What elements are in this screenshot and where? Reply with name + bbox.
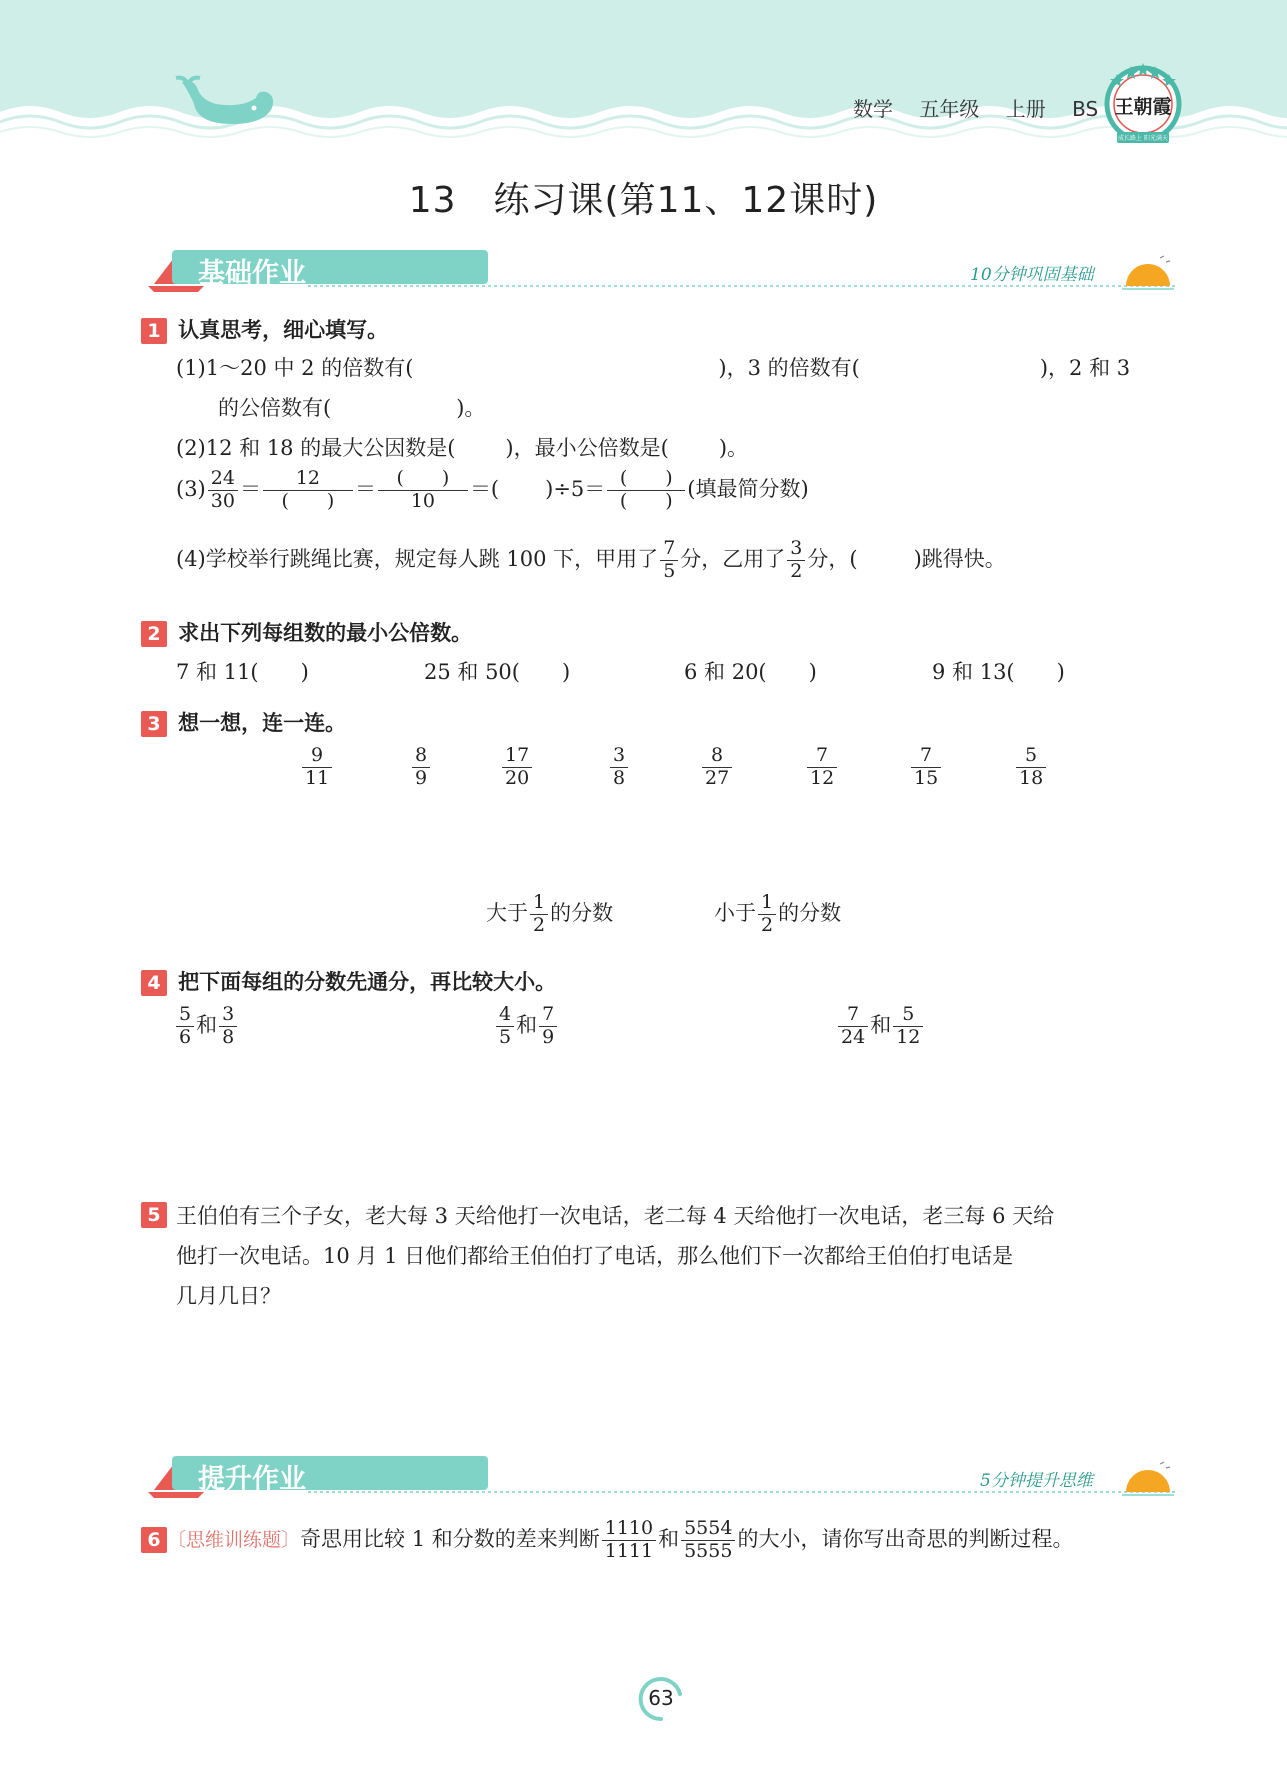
q5-line2: 他打一次电话。10 月 1 日他们都给王伯伯打了电话，那么他们下一次都给王伯伯打电话是	[176, 1244, 1014, 1268]
question-number: 1	[141, 318, 167, 344]
q5-line3: 几月几日？	[176, 1284, 281, 1308]
question-number: 2	[141, 621, 167, 647]
q1-part4	[176, 538, 1006, 583]
and-word: 和	[196, 1012, 218, 1037]
question-number: 4	[141, 970, 167, 996]
fraction: $\frac{3}{8}$	[219, 1004, 237, 1049]
q2-item[interactable]: 9 和 13( )	[932, 660, 1065, 684]
section-basic-tip: 10分钟巩固基础	[970, 265, 1094, 285]
and-word: 和	[516, 1012, 538, 1037]
section-advanced-tip: 5分钟提升思维	[980, 1471, 1093, 1491]
q4-pair	[174, 1004, 239, 1049]
sunset-icon	[1120, 1458, 1176, 1498]
question-number: 5	[141, 1202, 167, 1228]
question-5	[141, 1202, 167, 1228]
fraction: $\frac{7}{5}$	[660, 538, 678, 583]
q1-p3-label: (3)	[176, 476, 206, 501]
q1-p4-text-d: )跳得快。	[913, 546, 1006, 571]
fraction: $\frac{7}{9}$	[539, 1004, 557, 1049]
edition-label: BS	[1072, 97, 1099, 121]
equals-sign: ＝	[239, 476, 261, 501]
question-6	[141, 1518, 1073, 1563]
publisher-logo	[1103, 60, 1183, 146]
and-word: 和	[870, 1012, 892, 1037]
question-number: 6	[141, 1527, 167, 1553]
subject-label: 数学	[853, 97, 893, 121]
category-text: 大于	[486, 900, 528, 925]
section-basic-label: 基础作业	[198, 258, 306, 289]
q6-text-a: 奇思用比较 1 和分数的差来判断	[300, 1526, 600, 1551]
fraction: $\frac{4}{5}$	[496, 1004, 514, 1049]
q1-p1-text-b: )，3 的倍数有(	[718, 356, 860, 380]
fraction: $\frac{1110}{1111}$	[602, 1518, 656, 1563]
q5-line1: 王伯伯有三个子女，老大每 3 天给他打一次电话，老二每 4 天给他打一次电话，老三每 6 天给	[176, 1204, 1055, 1228]
q1-p1-text-a: (1)1～20 中 2 的倍数有(	[176, 356, 414, 380]
question-heading: 把下面每组的分数先通分，再比较大小。	[178, 970, 557, 994]
matchable-fraction[interactable]: $\frac{8}{9}$	[412, 745, 430, 790]
matchable-fraction[interactable]: $\frac{7}{12}$	[807, 745, 837, 790]
q1-p2-text-c: )。	[718, 436, 749, 460]
page-number-badge	[636, 1674, 686, 1724]
grade-label: 五年级	[919, 97, 980, 121]
q2-item[interactable]: 7 和 11( )	[176, 660, 309, 684]
matchable-fraction[interactable]: $\frac{9}{11}$	[302, 745, 332, 790]
whale-icon	[172, 74, 282, 134]
logo-ring-text: 成长路上 阳光满天	[1118, 135, 1168, 142]
fraction: $\frac{3}{2}$	[787, 538, 805, 583]
question-heading: 认真思考，细心填写。	[178, 318, 389, 342]
q1-p1-text-d: 的公倍数有(	[218, 396, 332, 420]
header-meta	[853, 93, 1118, 122]
category-text: 的分数	[550, 900, 614, 925]
matchable-fraction[interactable]: $\frac{5}{18}$	[1016, 745, 1046, 790]
q1-part3	[176, 468, 809, 513]
question-heading: 求出下列每组数的最小公倍数。	[178, 621, 473, 645]
fraction: $\frac{5}{6}$	[176, 1004, 194, 1049]
category-text: 的分数	[778, 900, 842, 925]
q1-part2	[176, 432, 748, 462]
matchable-fraction[interactable]: $\frac{7}{15}$	[911, 745, 941, 790]
q3-fraction-row	[300, 745, 1060, 805]
question-1	[141, 314, 388, 344]
matchable-fraction[interactable]: $\frac{3}{8}$	[610, 745, 628, 790]
section-basic-header	[138, 246, 1178, 294]
fraction: $\frac{24}{30}$	[208, 468, 238, 513]
fraction-half: $\frac{1}{2}$	[758, 892, 776, 937]
question-4	[141, 966, 556, 996]
section-advanced-label: 提升作业	[198, 1464, 306, 1495]
volume-label: 上册	[1005, 97, 1046, 121]
q1-p1-text-e: )。	[456, 396, 486, 420]
logo-text: 王朝霞	[1114, 96, 1172, 118]
fraction-half: $\frac{1}{2}$	[530, 892, 548, 937]
q1-p2-text-a: (2)12 和 18 的最大公因数是(	[176, 436, 456, 460]
fraction-blank[interactable]: $\frac{( )}{( )}$	[607, 468, 685, 513]
q1-p3-text-b: ＝(	[469, 476, 500, 501]
q4-pair	[836, 1004, 925, 1049]
fraction: $\frac{7}{24}$	[838, 1004, 868, 1049]
q6-text-b: 的大小，请你写出奇思的判断过程。	[737, 1526, 1074, 1551]
fraction: $\frac{5}{12}$	[893, 1004, 923, 1049]
question-heading: 想一想，连一连。	[178, 711, 347, 735]
fraction-blank[interactable]: $\frac{( )}{10}$	[378, 468, 468, 513]
matchable-fraction[interactable]: $\frac{8}{27}$	[702, 745, 732, 790]
q1-p2-text-b: )，最小公倍数是(	[505, 436, 669, 460]
q1-part1-line1	[176, 352, 1130, 382]
category-greater-than-half[interactable]	[486, 892, 613, 937]
q1-part1-line2	[218, 392, 485, 422]
question-number: 3	[141, 711, 167, 737]
fraction-blank[interactable]: $\frac{12}{( )}$	[263, 468, 353, 513]
and-word: 和	[658, 1526, 680, 1551]
question-3	[141, 707, 346, 737]
category-less-than-half[interactable]	[714, 892, 841, 937]
equals-sign: ＝	[354, 476, 376, 501]
question-tag: 〔思维训练题〕	[167, 1528, 301, 1551]
matchable-fraction[interactable]: $\frac{17}{20}$	[502, 745, 532, 790]
q4-pair	[494, 1004, 559, 1049]
q1-p3-hint: (填最简分数)	[687, 476, 809, 501]
q1-p3-text-c: )÷5＝	[545, 476, 606, 501]
q2-item[interactable]: 25 和 50( )	[424, 660, 571, 684]
q1-p4-text-a: (4)学校举行跳绳比赛，规定每人跳 100 下，甲用了	[176, 546, 659, 571]
q1-p4-text-b: 分，乙用了	[680, 546, 786, 571]
page-number: 63	[648, 1686, 674, 1710]
q2-item[interactable]: 6 和 20( )	[684, 660, 817, 684]
q1-p4-text-c: 分，(	[807, 546, 858, 571]
q1-p1-text-c: )，2 和 3	[1039, 356, 1131, 380]
page-title: 13 练习课(第11、12课时)	[408, 180, 879, 221]
question-2	[141, 617, 472, 647]
category-text: 小于	[714, 900, 756, 925]
sunset-icon	[1120, 252, 1176, 292]
section-advanced-header	[138, 1452, 1178, 1500]
fraction: $\frac{5554}{5555}$	[681, 1518, 735, 1563]
